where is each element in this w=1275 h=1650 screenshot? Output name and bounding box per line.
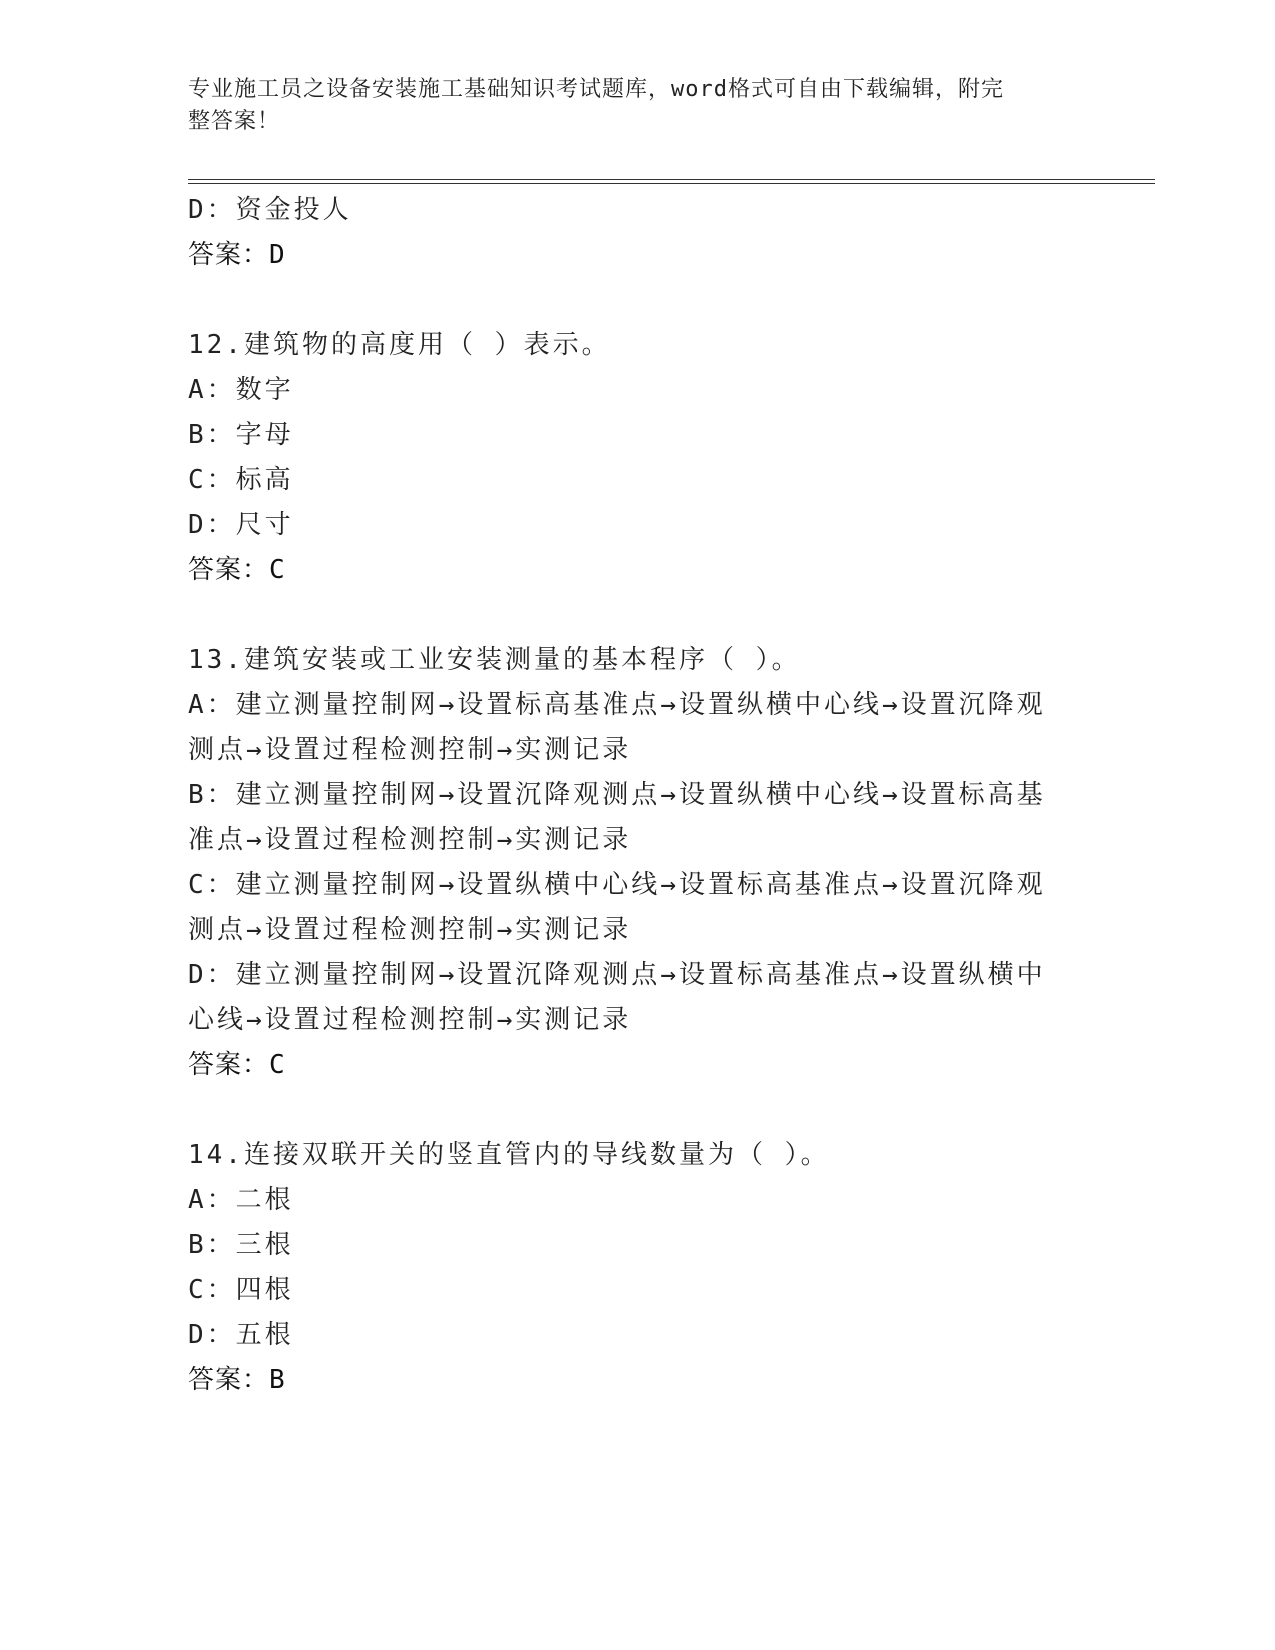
q13-option-a-line-1: A：建立测量控制网→设置标高基准点→设置纵横中心线→设置沉降观 — [188, 690, 1046, 720]
q13-option-c-line-1: C：建立测量控制网→设置纵横中心线→设置标高基准点→设置沉降观 — [188, 870, 1046, 900]
q14-option-d: D：五根 — [188, 1320, 294, 1350]
q14-option-a: A：二根 — [188, 1185, 294, 1215]
header-line-1: 专业施工员之设备安装施工基础知识考试题库，word格式可自由下载编辑，附完 — [188, 77, 1004, 102]
question-11-block — [188, 188, 1088, 278]
spacer — [188, 593, 1088, 638]
q14-option-c: C：四根 — [188, 1275, 294, 1305]
q12-option-a: A：数字 — [188, 375, 294, 405]
q13-option-b-line-2: 准点→设置过程检测控制→实测记录 — [188, 825, 632, 855]
q14-question: 14.连接双联开关的竖直管内的导线数量为（ ）。 — [188, 1140, 830, 1170]
q12-option-b: B：字母 — [188, 420, 294, 450]
question-12-block — [188, 323, 1088, 593]
q12-question: 12.建筑物的高度用（ ）表示。 — [188, 330, 611, 360]
header-divider-bottom — [188, 183, 1155, 184]
spacer — [188, 278, 1088, 323]
q13-option-d-line-2: 心线→设置过程检测控制→实测记录 — [188, 1005, 632, 1035]
q13-option-a-line-2: 测点→设置过程检测控制→实测记录 — [188, 735, 632, 765]
q12-option-c: C：标高 — [188, 465, 294, 495]
q14-answer: 答案：B — [188, 1365, 286, 1395]
q14-option-b: B：三根 — [188, 1230, 294, 1260]
header-line-2: 整答案！ — [188, 109, 281, 134]
q13-option-c-line-2: 测点→设置过程检测控制→实测记录 — [188, 915, 632, 945]
document-body — [188, 188, 1088, 1403]
question-13-block — [188, 638, 1088, 1088]
header-divider-top — [188, 179, 1155, 180]
q12-option-d: D：尺寸 — [188, 510, 294, 540]
q11-answer: 答案：D — [188, 240, 286, 270]
spacer — [188, 1088, 1088, 1133]
q11-option-d: D：资金投人 — [188, 195, 352, 225]
q13-question: 13.建筑安装或工业安装测量的基本程序（ ）。 — [188, 645, 801, 675]
document-header — [188, 74, 1068, 138]
q13-option-d-line-1: D：建立测量控制网→设置沉降观测点→设置标高基准点→设置纵横中 — [188, 960, 1046, 990]
q13-option-b-line-1: B：建立测量控制网→设置沉降观测点→设置纵横中心线→设置标高基 — [188, 780, 1046, 810]
question-14-block — [188, 1133, 1088, 1403]
q13-answer: 答案：C — [188, 1050, 286, 1080]
q12-answer: 答案：C — [188, 555, 286, 585]
